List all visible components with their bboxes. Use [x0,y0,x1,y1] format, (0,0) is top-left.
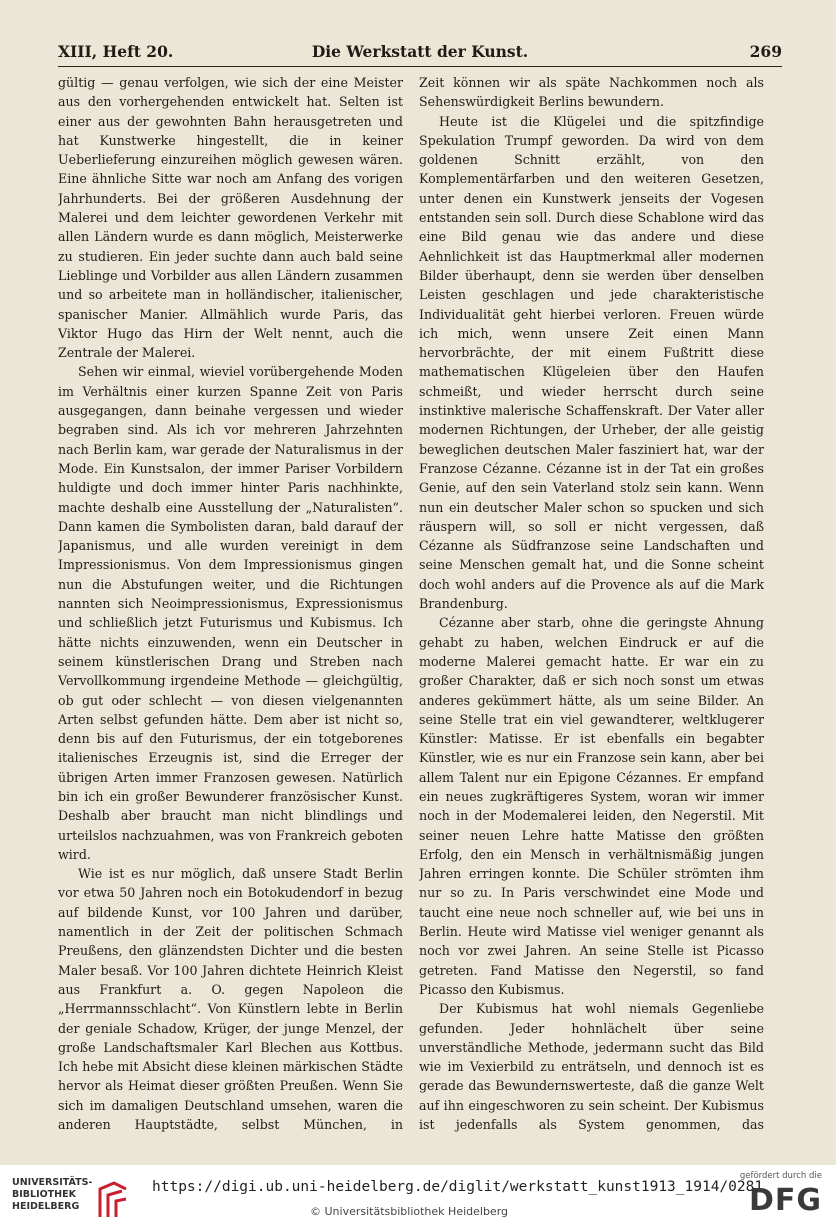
right-text-column [419,73,764,1133]
library-name-line3: HEIDELBERG [12,1201,80,1212]
issue-label: XIII, Heft 20. [58,42,174,61]
library-name-line1: UNIVERSITÄTS- [12,1177,93,1188]
running-header [58,40,782,66]
left-text-column [58,73,403,1133]
permalink-url[interactable]: https://digi.ub.uni-heidelberg.de/diglit/werkstatt_kunst1913_1914/0281 [152,1179,764,1195]
library-name [12,1177,92,1213]
dfg-logo[interactable] [732,1171,822,1221]
paragraph: Der Kubismus hat wohl niemals Gegenliebe gefunden. Jeder hohnlächelt über seine unverständliche Methode, jedermann sucht das Bild wie im Vexierbild zu enträtseln, und dennoch ist es gerade das Bewundernswerteste, daß die ganze Welt auf ihn eingeschworen zu sein scheint. Der Kubismus ist jedenfalls als System genommen, das [419,1001,764,1133]
viewer-footer [0,1165,836,1227]
paragraph: Wie ist es nur möglich, daß unsere Stadt Berlin vor etwa 50 Jahren noch ein Botokudendorf in bezug auf bildende Kunst, vor 100 Jahren und darüber, namentlich in der Zeit der politischen Schmach Preußens, den glänzendsten Dichter und die besten Maler besaß. Vor 100 Jahren dichtete Heinrich Kleist aus Frankfurt a. O. gegen Napoleon die „Herrmannsschlacht“. Von Künstlern lebte in Berlin der geniale Schadow, Krüger, der junge Menzel, der große Landschaftsmaler Karl Blechen aus Kottbus. Ich hebe mit Absicht diese kleinen märkischen Städte hervor als Heimat dieser größten Preußen. Wenn Sie sich im damaligen Deutschland umsehen, waren die anderen Hauptstädte, selbst München, in [58,866,403,1133]
dfg-wordmark: DFG [748,1183,822,1218]
paragraph: Sehen wir einmal, wieviel vorübergehende Moden im Verhältnis einer kurzen Spanne Zeit von Paris ausgegangen, dann beinahe vergessen und wieder begraben sind. Als ich vor mehreren Jahrzehnten nach Berlin kam, war gerade der Naturalismus in der Mode. Ein Kunstsalon, der immer Pariser Vorbildern huldigte und doch immer hinter Paris nachhinkte, machte deshalb eine Ausstellung der „Naturalisten“. Dann kamen die Symbolisten daran, bald darauf der Japanismus, und alle wurden vereinigt in dem Impressionismus. Von dem Impressionismus gingen nun die Abstufungen weiter, und die Richtungen nannten sich Neoimpressionismus, Expressionismus und schließlich jetzt Futurismus und Kubismus. Ich hätte nichts einzuwenden, wenn ein Deutscher in seinem künstlerischen Drang und Streben nach Vervollkommung irgendeine Methode — gleichgültig, ob gut oder schlecht — von diesen vielgenannten Arten selbst gefunden hätte. Dem aber ist nicht so, denn bis auf den Futurismus, der ein totgeborenes italienisches Erzeugnis ist, sind die Erreger der übrigen Arten immer Franzosen gewesen. Natürlich bin ich ein großer Bewunderer französischer Kunst. Deshalb aber braucht man nicht blindlings und urteilslos nachzuahmen, was von Frankreich geboten wird. [58,364,403,862]
paragraph: Heute ist die Klügelei und die spitzfindige Spekulation Trumpf geworden. Da wird von dem goldenen Schnitt erzählt, von den Komplementärfarben und den weiteren Gesetzen, unter denen ein Kunstwerk jenseits der Vogesen entstanden sein soll. Durch diese Schablone wird das eine Bild genau wie das andere und diese Aehnlichkeit ist das Hauptmerkmal aller modernen Bilder überhaupt, denn sie werden über denselben Leisten geschlagen und jede charakteristische Individualität geht hierbei verloren. Freuen würde ich mich, wenn unsere Zeit einen Mann hervorbrächte, der mit einem Fußtritt diese mathematischen Klügeleien über den Haufen schmeißt, und wieder herrscht durch seine instinktive malerische Schaffenskraft. Der Vater aller modernen Richtungen, der Urheber, der alle geistig beweglichen deutschen Maler fasziniert hat, war der Franzose Cézanne. Cézanne ist in der Tat ein großes Genie, auf den sein Vaterland stolz sein kann. Wenn nun ein deutscher Maler schon so spucken und sich räuspern will, so soll er nicht vergessen, daß Cézanne als Südfranzose seine Landschaften und seine Menschen gemalt hat, und die Sonne scheint doch wohl anders auf die Provence als auf die Mark Brandenburg. [419,113,764,612]
funded-by-caption: gefördert durch die [739,1171,822,1181]
library-name-line2: BIBLIOTHEK [12,1189,76,1200]
paragraph: Cézanne aber starb, ohne die geringste Ahnung gehabt zu haben, welchen Eindruck er auf die moderne Malerei gemacht hatte. Er war ein zu großer Charakter, daß er sich noch sonst um etwas anderes gekümmert hätte, als um seine Bilder. An seine Stelle trat ein viel gewandterer, weltklugerer Künstler: Matisse. Er ist ebenfalls ein begabter Künstler, wie es nur ein Franzose sein kann, aber bei allem Talent nur ein Epigone Cézannes. Er empfand ein neues zugkräftigeres System, woran wir immer noch in der Modemalerei leiden, den Negerstil. Mit seiner neuen Lehre hatte Matisse den größten Erfolg, den ein Mensch in verhältnismäßig jungen Jahren erringen konnte. Die Schüler strömten ihm nur so zu. In Paris verschwindet eine Mode und taucht eine neue noch schneller auf, wie bei uns in Berlin. Heute wird Matisse viel weniger genannt als noch vor zwei Jahren. An seine Stelle ist Picasso getreten. Fand Matisse den Negerstil, so fand Picasso den Kubismus. [419,615,764,997]
journal-title: Die Werkstatt der Kunst. [311,42,529,61]
header-rule [58,66,782,67]
copyright-notice: © Universitätsbibliothek Heidelberg [310,1205,509,1218]
library-logo[interactable] [12,1177,132,1217]
library-emblem-icon [96,1179,130,1219]
paragraph: Zeit können wir als späte Nachkommen noch als Sehenswürdigkeit Berlins bewundern. [419,75,764,110]
paragraph: gültig — genau verfolgen, wie sich der eine Meister aus den vorhergehenden entwickelt hat. Selten ist einer aus der gewohnten Bahn herausgetreten und hat Kunstwerke hingestellt, die in keiner Ueberlieferung einzureihen möglich gewesen wären. Eine ähnliche Sitte war noch am Anfang des vorigen Jahrhunderts. Bei der größeren Ausdehnung der Malerei und dem leichter gewordenen Verkehr mit allen Ländern wurde es dann möglich, Meisterwerke zu studieren. Ein jeder suchte dann auch bald seine Lieblinge und Vorbilder aus allen Ländern zusammen und so arbeitete man in holländischer, italienischer, spanischer Manier. Allmählich wurde Paris, das Viktor Hugo das Hirn der Welt nennt, auch die Zentrale der Malerei. [58,75,403,361]
page-number: 269 [749,42,782,61]
